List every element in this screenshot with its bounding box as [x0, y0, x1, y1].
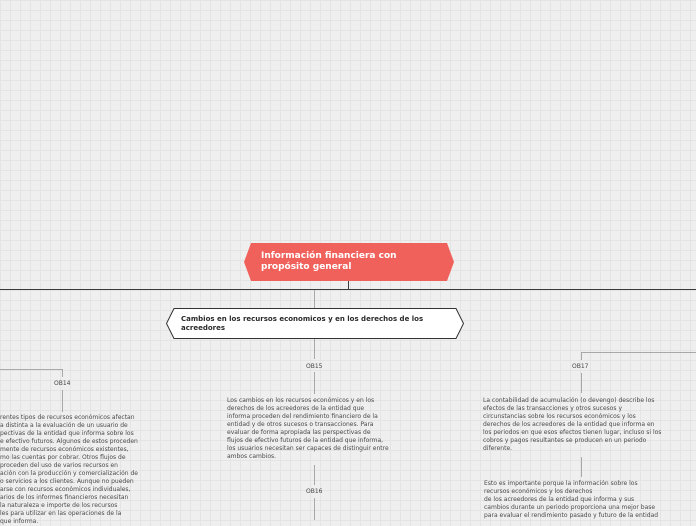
root-stem — [348, 281, 349, 289]
ob14-horizontal-line — [0, 369, 63, 370]
ob14-drop-line — [62, 369, 63, 377]
topic-title: Cambios en los recursos economicos y en los derechos de los acreedores — [181, 315, 424, 332]
ob17-paragraph-to-paragraph2-line — [581, 457, 582, 477]
ob14-paragraph[interactable]: rentes tipos de recursos económicos afectan a distinta a la evaluación de un usuario de pectivas de la entidad que informa sobre los e efectivo futuros. Algunos de estos proceden mente de recursos económicos existentes, mo las cuentas por cobrar. Otros flujos de proceden del uso de varios recursos en ación con la producción y comercialización de o servicios a los clientes. Aunque no pueden arse con recursos económicos individuales, arios de los informes financieros necesitan la naturaleza e importe de los recursos les para utilizar en las operaciones de la que informa. — [0, 414, 138, 525]
main-horizontal-line — [0, 289, 696, 290]
root-node[interactable] — [244, 243, 454, 281]
ob15-paragraph-to-ob16-line — [314, 465, 315, 485]
ob14-label[interactable]: OB14 — [54, 380, 71, 387]
root-title: Información financiera con propósito general — [261, 251, 397, 272]
ob15-label[interactable]: OB15 — [306, 363, 323, 370]
ob17-paragraph-2[interactable]: Esto es importante porque la información sobre los recursos económicos y los derechos de los acreedores de la entidad que informa y sus cambios durante un periodo proporciona una mejor base para evaluar el rendimiento pasado y futuro de la entidad — [484, 480, 659, 519]
ob17-horizontal-line — [581, 352, 696, 353]
ob15-to-paragraph-line — [314, 372, 315, 394]
ob14-to-paragraph-line — [62, 390, 63, 412]
ob17-paragraph[interactable]: La contabilidad de acumulación (o devengo) describe los efectos de las transacciones y otros sucesos y circunstancias sobre los recursos económicos y los derechos de los acreedores de la entidad que informa en los periodos en que esos efectos tienen lugar, incluso si los cobros y pagos resultantes se producen en un periodo diferente. — [483, 397, 662, 452]
ob15-paragraph[interactable]: Los cambios en los recursos económicos y en los derechos de los acreedores de la entidad que informa proceden del rendimiento financiero de la entidad y de otros sucesos o transacciones. Para evaluar de forma apropiada las perspectivas de flujos de efectivo futuros de la entidad que informa, los usuarios necesitan ser capaces de distinguir entre ambos cambios. — [227, 397, 389, 460]
topic-stem — [314, 290, 315, 308]
ob17-drop-line — [581, 352, 582, 360]
ob17-label[interactable]: OB17 — [572, 363, 589, 370]
ob16-label[interactable]: OB16 — [306, 488, 323, 495]
topic-node[interactable] — [166, 308, 464, 339]
ob17-to-paragraph-line — [581, 373, 582, 393]
ob16-below-line — [314, 498, 315, 520]
topic-to-ob15-line — [314, 339, 315, 359]
